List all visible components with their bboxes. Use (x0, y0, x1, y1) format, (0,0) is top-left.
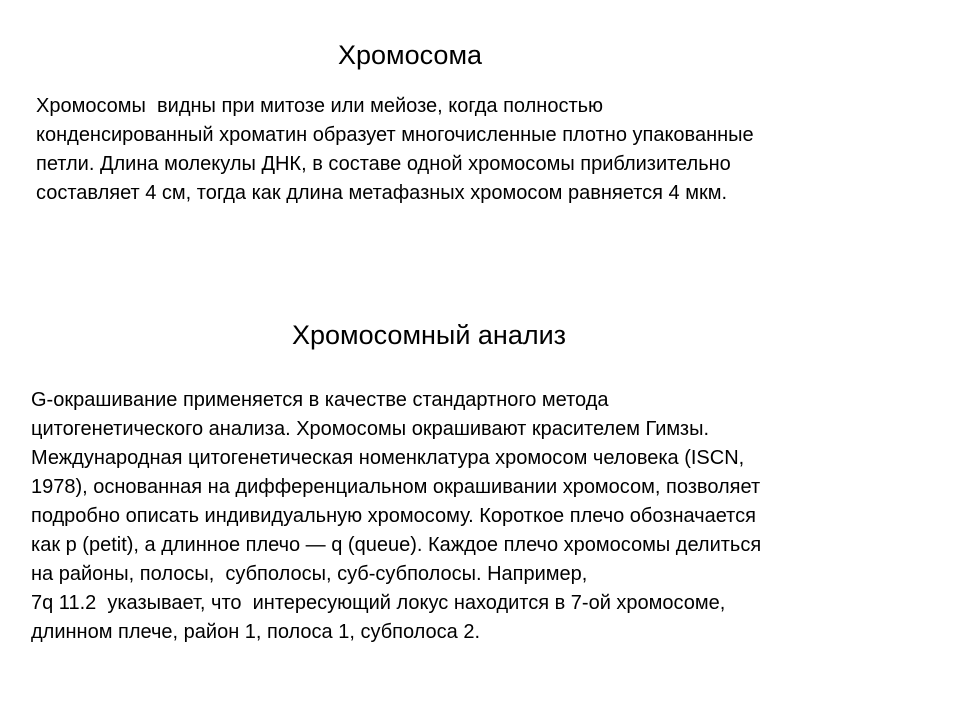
text-line: Международная цитогенетическая номенклатура хромосом человека (ISCN, (31, 447, 745, 469)
text-line: 1978), основанная на дифференциальном окрашивании хромосом, позволяет (31, 476, 761, 498)
section-title-chromosome: Хромосома (338, 40, 483, 70)
text-line: 7q 11.2 указывает, что интересующий локус находится в 7-ой хромосоме, (31, 592, 726, 614)
text-line: Хромосомы видны при митозе или мейозе, когда полностью (36, 95, 604, 117)
text-line: цитогенетического анализа. Хромосомы окрашивают красителем Гимзы. (31, 418, 710, 440)
chromosome-analysis-paragraph (31, 386, 761, 647)
section-title-chromosome-analysis: Хромосомный анализ (292, 320, 567, 350)
text-line: G-окрашивание применяется в качестве стандартного метода (31, 389, 609, 411)
text-line: на районы, полосы, субполосы, суб-субполосы. Например, (31, 563, 588, 585)
text-line: подробно описать индивидуальную хромосому. Короткое плечо обозначается (31, 505, 756, 527)
text-line: петли. Длина молекулы ДНК, в составе одной хромосомы приблизительно (36, 153, 731, 175)
chromosome-paragraph (36, 92, 754, 208)
text-line: конденсированный хроматин образует многочисленные плотно упакованные (36, 124, 754, 146)
text-line: как p (petit), а длинное плечо — q (queue). Каждое плечо хромосомы делиться (31, 534, 762, 556)
text-line: составляет 4 см, тогда как длина метафазных хромосом равняется 4 мкм. (36, 182, 728, 204)
text-line: длинном плече, район 1, полоса 1, субполоса 2. (31, 621, 481, 643)
